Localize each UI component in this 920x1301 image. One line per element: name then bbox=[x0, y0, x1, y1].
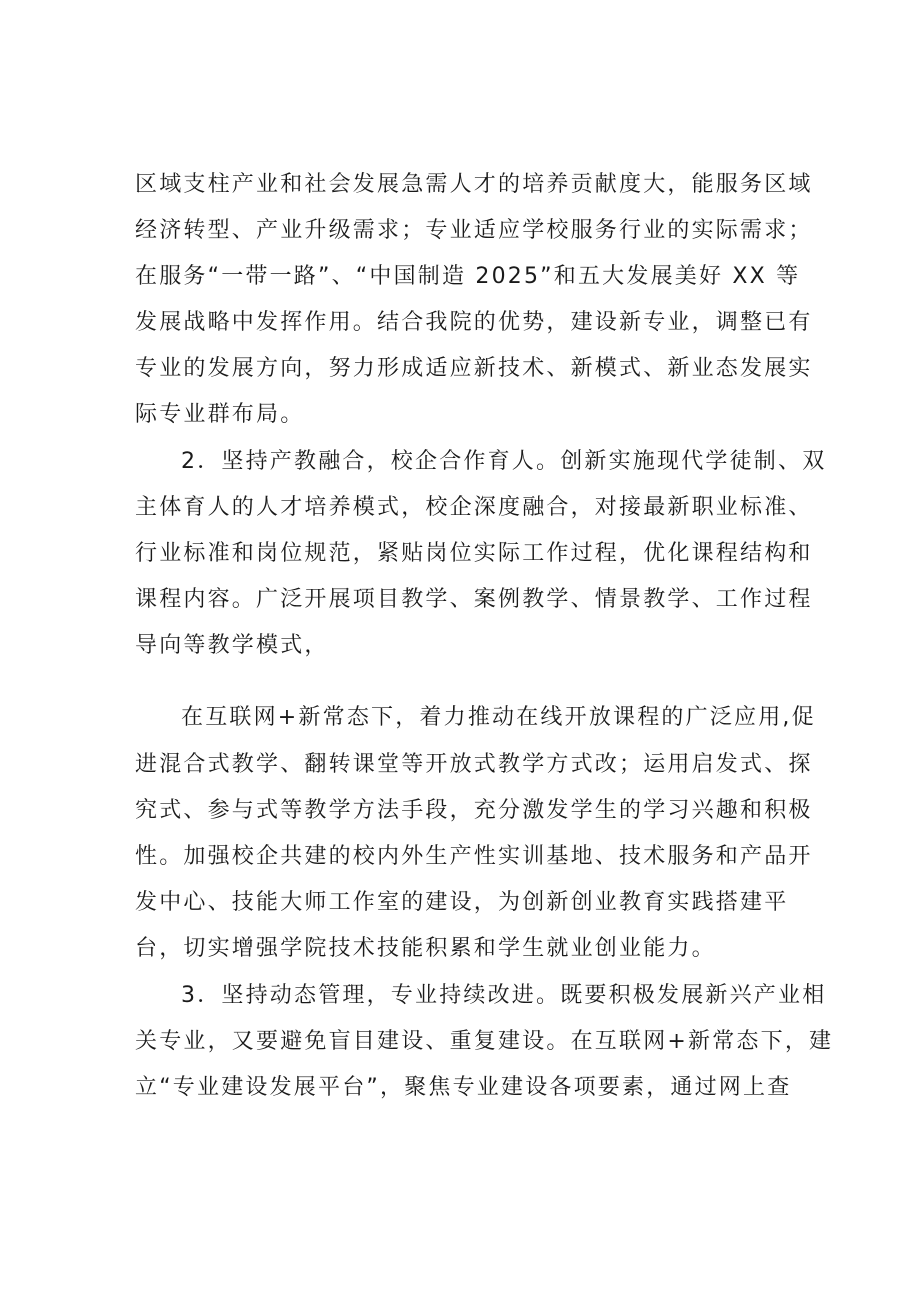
text-line: 台，切实增强学院技术技能积累和学生就业创业能力。 bbox=[135, 936, 716, 961]
text-line: 区域支柱产业和社会发展急需人才的培养贡献度大，能服务区域 bbox=[135, 172, 813, 197]
text-line: 发展战略中发挥作用。结合我院的优势，建设新专业，调整已有 bbox=[135, 310, 813, 335]
text-line: 2．坚持产教融合，校企合作育人。创新实施现代学徒制、双 bbox=[181, 449, 827, 474]
text-line: 主体育人的人才培养模式，校企深度融合，对接最新职业标准、 bbox=[135, 495, 813, 520]
text-line: 在服务“一带一路”、“中国制造 2025”和五大发展美好 XX 等 bbox=[135, 264, 801, 289]
text-line: 性。加强校企共建的校内外生产性实训基地、技术服务和产品开 bbox=[135, 844, 813, 869]
text-line: 究式、参与式等教学方法手段，充分激发学生的学习兴趣和积极 bbox=[135, 798, 813, 823]
text-line: 导向等教学模式， bbox=[135, 633, 329, 658]
text-line: 关专业，又要避免盲目建设、重复建设。在互联网+新常态下，建 bbox=[135, 1029, 834, 1054]
text-line: 际专业群布局。 bbox=[135, 402, 305, 427]
text-line: 进混合式教学、翻转课堂等开放式教学方式改；运用启发式、探 bbox=[135, 752, 813, 777]
text-line: 专业的发展方向，努力形成适应新技术、新模式、新业态发展实 bbox=[135, 356, 813, 381]
text-line: 经济转型、产业升级需求；专业适应学校服务行业的实际需求； bbox=[135, 218, 813, 243]
text-line: 发中心、技能大师工作室的建设，为创新创业教育实践搭建平 bbox=[135, 890, 789, 915]
text-line: 课程内容。广泛开展项目教学、案例教学、情景教学、工作过程 bbox=[135, 587, 813, 612]
text-line: 3．坚持动态管理，专业持续改进。既要积极发展新兴产业相 bbox=[181, 983, 827, 1008]
text-line: 行业标准和岗位规范，紧贴岗位实际工作过程，优化课程结构和 bbox=[135, 541, 813, 566]
text-line: 立“专业建设发展平台”，聚焦专业建设各项要素，通过网上查 bbox=[135, 1075, 792, 1100]
text-line: 在互联网+新常态下，着力推动在线开放课程的广泛应用,促 bbox=[181, 705, 816, 730]
